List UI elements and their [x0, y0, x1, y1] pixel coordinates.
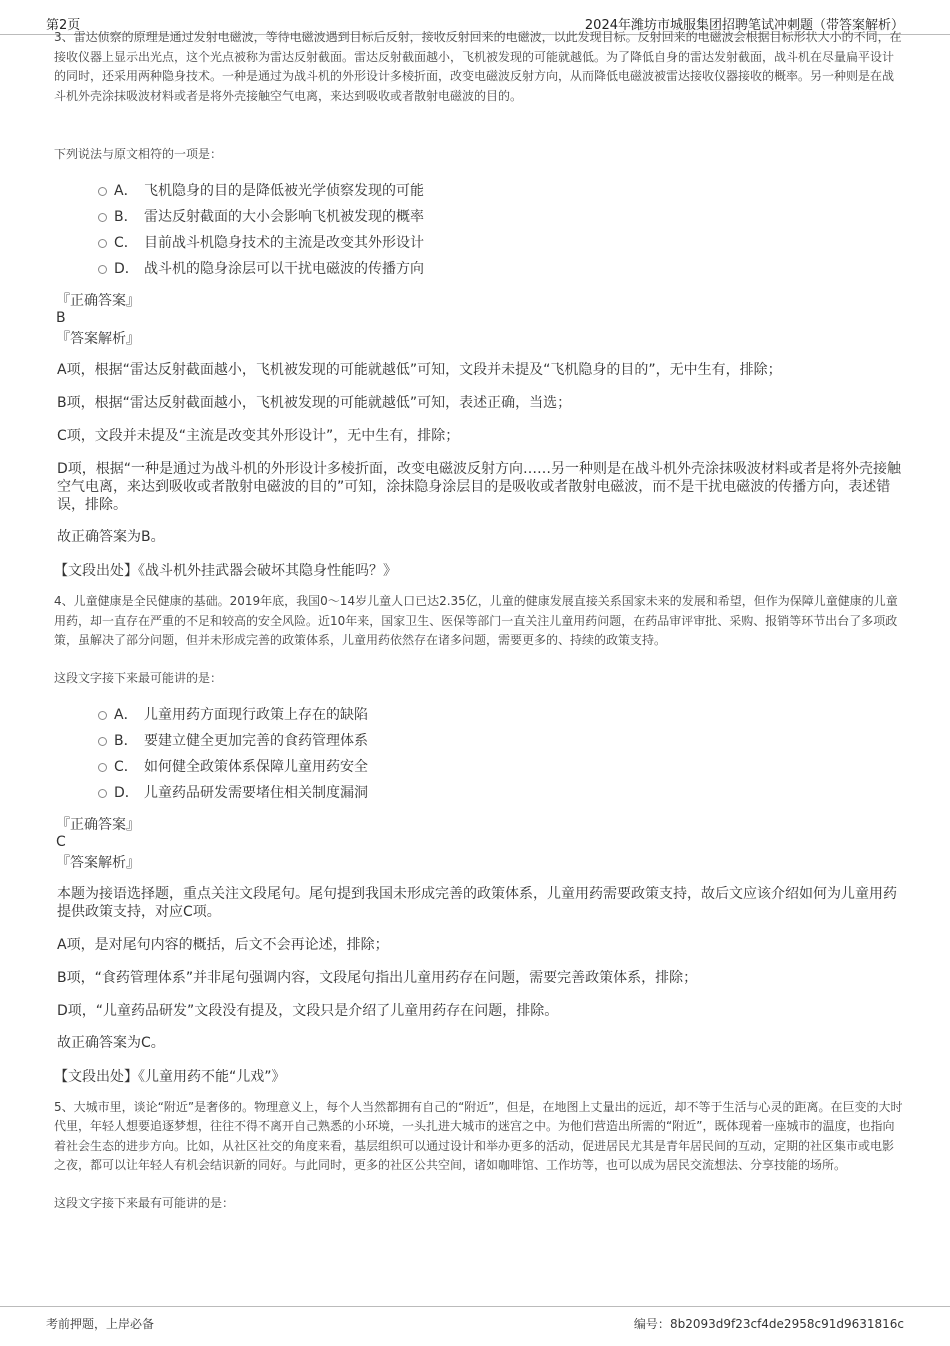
- q4-analysis-d: D项，“儿童药品研发”文段没有提及，文段只是介绍了儿童用药存在问题，排除。: [57, 1002, 559, 1019]
- q5-prompt: 这段文字接下来最有可能讲的是：: [54, 1195, 235, 1210]
- footer-code-value: 8b2093d9f23cf4de2958c91d9631816c: [669, 1317, 904, 1331]
- q4-analysis-intro: 本题为接语选择题，重点关注文段尾句。尾句提到我国未形成完善的政策体系，儿童用药需要政策支持，故后文应该介绍如何为儿童用药提供政策支持，对应C项。: [57, 885, 897, 920]
- q4-source: 【文段出处】《儿童用药不能“儿戏”》: [54, 1068, 286, 1085]
- q4-option-c[interactable]: C． 如何健全政策体系保障儿童用药安全: [54, 754, 904, 780]
- q4-option-a[interactable]: A． 儿童用药方面现行政策上存在的缺陷: [54, 702, 904, 728]
- q3-option-b[interactable]: B． 雷达反射截面的大小会影响飞机被发现的概率: [54, 204, 904, 230]
- q3-option-a[interactable]: A． 飞机隐身的目的是降低被光学侦察发现的可能: [54, 178, 904, 204]
- q3-options: [54, 178, 904, 282]
- q4-answer-label: 『正确答案』: [56, 816, 140, 833]
- footer-slogan: 考前押题，上岸必备: [46, 1317, 155, 1331]
- q4-prompt: 这段文字接下来最可能讲的是：: [54, 670, 223, 685]
- q3-conclusion: 故正确答案为B。: [57, 529, 165, 545]
- q3-analysis-d: D项，根据“一种是通过为战斗机的外形设计多棱折面，改变电磁波反射方向……另一种则是在战斗机外壳涂抹吸波材料或者是将外壳接触空气电离，来达到吸收或者散射电磁波的目的”可知，涂抹隐身涂层目的是吸收或者散射电磁波，而不是干扰电磁波的传播方向，表述错误，排除。: [57, 461, 902, 513]
- q4-analysis-b: B项，“食药管理体系”并非尾句强调内容，文段尾句指出儿童用药存在问题，需要完善政策体系，排除；: [57, 969, 698, 986]
- radio-icon[interactable]: [98, 737, 107, 746]
- footer-code-label: 编号：: [633, 1317, 670, 1331]
- q3-answer: B: [56, 310, 66, 326]
- q4-analysis-label: 『答案解析』: [56, 854, 140, 871]
- document-title: 2024年潍坊市城服集团招聘笔试冲刺题（带答案解析）: [584, 18, 904, 33]
- q3-prompt: 下列说法与原文相符的一项是：: [54, 147, 223, 161]
- q4-answer: C: [56, 833, 66, 850]
- q3-analysis-b: B项，根据“雷达反射截面越小，飞机被发现的可能就越低”可知，表述正确，当选；: [57, 395, 572, 411]
- q5-passage: 5、大城市里，谈论“附近”是奢侈的。物理意义上，每个人当然都拥有自己的“附近”，但是，在地图上丈量出的远近，却不等于生活与心灵的距离。在巨变的大时代里，年轻人想要追逐梦想，往往不得不离开自己熟悉的小环境，一头扎进大城市的迷宫之中。为他们营造出所需的“附近”，既体现着一座城市的温度，也指向着社会生态的进步方向。比如，从社区社交的角度来看，基层组织可以通过设计和举办更多的活动，促进居民尤其是青年居民间的互动，定期的社区集市或电影之夜，都可以让年轻人有机会结识新的同好。与此同时，更多的社区公共空间，诸如咖啡馆、工作坊等，也可以成为居民交流想法、分享技能的场所。: [54, 1099, 903, 1172]
- q3-passage: 3、雷达侦察的原理是通过发射电磁波，等待电磁波遇到目标后反射，接收反射回来的电磁波，以此发现目标。反射回来的电磁波会根据目标形状大小的不同，在接收仪器上显示出光点，这个光点被称为雷达反射截面。雷达反射截面越小，飞机被发现的可能就越低。为了降低自身的雷达发射截面，战斗机在尽量扁平设计的同时，还采用两种隐身技术。一种是通过为战斗机的外形设计多棱折面，改变电磁波反射方向，从而降低电磁波被雷达接收仪器接收的概率。另一种则是在战斗机外壳涂抹吸波材料或者是将外壳接触空气电离，来达到吸收或者散射电磁波的目的。: [54, 30, 902, 103]
- radio-icon[interactable]: [98, 789, 107, 798]
- q4-options: [54, 702, 904, 806]
- page-number: 第2页: [46, 18, 81, 33]
- q3-analysis-label: 『答案解析』: [56, 331, 140, 347]
- q4-option-d[interactable]: D． 儿童药品研发需要堵住相关制度漏洞: [54, 780, 904, 806]
- q3-analysis-c: C项，文段并未提及“主流是改变其外形设计”，无中生有，排除；: [57, 428, 460, 444]
- q3-analysis-a: A项，根据“雷达反射截面越小，飞机被发现的可能就越低”可知，文段并未提及“飞机隐身的目的”，无中生有，排除；: [57, 362, 782, 378]
- q3-source: 【文段出处】《战斗机外挂武器会破坏其隐身性能吗？》: [54, 563, 397, 579]
- q3-option-d[interactable]: D． 战斗机的隐身涂层可以干扰电磁波的传播方向: [54, 256, 904, 282]
- radio-icon[interactable]: [98, 239, 107, 248]
- radio-icon[interactable]: [98, 763, 107, 772]
- q3-passage-wrap: [54, 28, 904, 127]
- radio-icon[interactable]: [98, 265, 107, 274]
- radio-icon[interactable]: [98, 711, 107, 720]
- footer-code: [634, 1315, 904, 1332]
- page-footer: [0, 1306, 950, 1346]
- q3-option-c[interactable]: C． 目前战斗机隐身技术的主流是改变其外形设计: [54, 230, 904, 256]
- q4-option-b[interactable]: B． 要建立健全更加完善的食药管理体系: [54, 728, 904, 754]
- document-body: [54, 30, 904, 1211]
- radio-icon[interactable]: [98, 187, 107, 196]
- radio-icon[interactable]: [98, 213, 107, 222]
- q3-answer-label: 『正确答案』: [56, 293, 140, 309]
- q4-analysis-a: A项，是对尾句内容的概括，后文不会再论述，排除；: [57, 936, 389, 953]
- q4-passage: 4、儿童健康是全民健康的基础。2019年底，我国0～14岁儿童人口已达2.35亿，儿童的健康发展直接关系国家未来的发展和希望，但作为保障儿童健康的儿童用药，却一直存在严重的不足和较高的安全风险。近10年来，国家卫生、医保等部门一直关注儿童用药问题，在药品审评审批、采购、报销等环节出台了多项政策，虽解决了部分问题，但并未形成完善的政策体系，儿童用药依然存在诸多问题，需要更多的、持续的政策支持。: [54, 594, 898, 647]
- q4-conclusion: 故正确答案为C。: [57, 1034, 165, 1051]
